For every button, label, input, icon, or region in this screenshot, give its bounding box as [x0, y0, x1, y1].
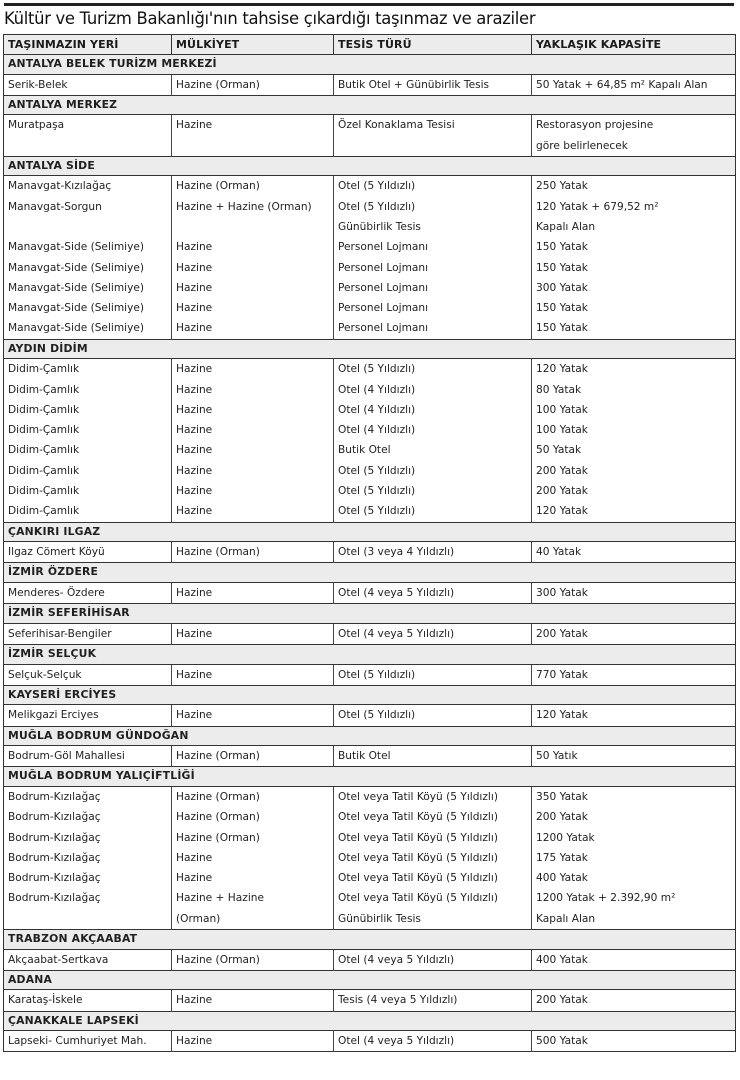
table-row	[4, 237, 736, 257]
document	[3, 3, 735, 1052]
section-title: TRABZON AKÇAABAT	[4, 930, 736, 950]
cell-ownership: Hazine	[172, 380, 334, 400]
section-title: MUĞLA BODRUM YALIÇİFTLİĞİ	[4, 767, 736, 787]
cell-ownership: Hazine	[172, 298, 334, 318]
cell-location: Bodrum-Göl Mahallesi	[8, 750, 125, 763]
table-row	[4, 501, 736, 522]
table-row	[4, 664, 736, 685]
cell-location: Bodrum-Kızılağaç	[8, 872, 101, 885]
cell-capacity: 350 Yatak	[532, 786, 736, 807]
cell-capacity: 200 Yatak	[532, 461, 736, 481]
section-row	[4, 156, 736, 176]
section-row	[4, 685, 736, 705]
cell-capacity: 400 Yatak	[532, 949, 736, 970]
cell-location: Ilgaz Cömert Köyü	[8, 546, 105, 559]
cell-capacity: 50 Yatak + 64,85 m² Kapalı Alan	[532, 74, 736, 95]
cell-ownership: Hazine	[172, 990, 334, 1011]
cell-facility-type: Otel (4 Yıldızlı)	[334, 400, 532, 420]
cell-facility-type: Personel Lojmanı	[334, 278, 532, 298]
cell-ownership: Hazine (Orman)	[172, 746, 334, 767]
cell-capacity: 100 Yatak	[532, 420, 736, 440]
cell-facility-type: Otel (3 veya 4 Yıldızlı)	[334, 542, 532, 563]
cell-capacity: 50 Yatık	[532, 746, 736, 767]
cell-location: Didim-Çamlık	[8, 444, 80, 457]
table-header	[4, 35, 736, 55]
table-row	[4, 623, 736, 644]
cell-facility-type: Otel (5 Yıldızlı)	[334, 461, 532, 481]
cell-ownership: Hazine	[172, 359, 334, 380]
section-row	[4, 1011, 736, 1031]
table-row	[4, 828, 736, 848]
header-row	[4, 35, 736, 55]
cell-ownership: Hazine	[172, 481, 334, 501]
table-row	[4, 888, 736, 929]
table-row	[4, 1031, 736, 1052]
cell-capacity: 120 Yatak	[532, 359, 736, 380]
cell-capacity: 50 Yatak	[532, 440, 736, 460]
table-row	[4, 359, 736, 380]
cell-facility-type: Otel (5 Yıldızlı)	[334, 481, 532, 501]
section-title: ADANA	[4, 970, 736, 990]
table-row	[4, 318, 736, 339]
section-title: İZMİR ÖZDERE	[4, 563, 736, 583]
cell-capacity: 175 Yatak	[532, 848, 736, 868]
cell-location: Didim-Çamlık	[8, 403, 80, 416]
section-row	[4, 970, 736, 990]
table-row	[4, 949, 736, 970]
cell-location: Didim-Çamlık	[8, 505, 80, 518]
section-title: ANTALYA BELEK TURİZM MERKEZİ	[4, 55, 736, 75]
section-row	[4, 604, 736, 624]
cell-capacity: 300 Yatak	[532, 278, 736, 298]
cell-location: Manavgat-Side (Selimiye)	[8, 302, 145, 315]
section-row	[4, 930, 736, 950]
cell-facility-type: Otel veya Tatil Köyü (5 Yıldızlı)	[334, 828, 532, 848]
cell-location: Seferihisar-Bengiler	[8, 627, 112, 640]
cell-facility-type: Otel (5 Yıldızlı) Günübirlik Tesis	[334, 197, 532, 238]
table-row	[4, 176, 736, 197]
cell-facility-type: Tesis (4 veya 5 Yıldızlı)	[334, 990, 532, 1011]
cell-capacity: 150 Yatak	[532, 237, 736, 257]
cell-ownership: Hazine	[172, 461, 334, 481]
cell-capacity: 500 Yatak	[532, 1031, 736, 1052]
cell-location: Manavgat-Side (Selimiye)	[8, 261, 145, 274]
cell-location: Didim-Çamlık	[8, 383, 80, 396]
cell-ownership: Hazine	[172, 705, 334, 726]
cell-location: Selçuk-Selçuk	[8, 668, 82, 681]
cell-facility-type: Personel Lojmanı	[334, 298, 532, 318]
table-row	[4, 400, 736, 420]
cell-ownership: Hazine (Orman)	[172, 542, 334, 563]
table-row	[4, 298, 736, 318]
cell-facility-type: Butik Otel + Günübirlik Tesis	[334, 74, 532, 95]
cell-location: Manavgat-Kızılağaç	[8, 180, 112, 193]
cell-ownership: Hazine	[172, 420, 334, 440]
cell-location: Menderes- Özdere	[8, 586, 105, 599]
cell-capacity: 300 Yatak	[532, 582, 736, 603]
section-row	[4, 95, 736, 115]
cell-location: Didim-Çamlık	[8, 424, 80, 437]
cell-facility-type: Butik Otel	[334, 746, 532, 767]
cell-facility-type: Otel (4 Yıldızlı)	[334, 380, 532, 400]
cell-facility-type: Otel veya Tatil Köyü (5 Yıldızlı)	[334, 848, 532, 868]
table-row	[4, 542, 736, 563]
section-row	[4, 726, 736, 746]
cell-location: Didim-Çamlık	[8, 464, 80, 477]
cell-facility-type: Otel (4 veya 5 Yıldızlı)	[334, 582, 532, 603]
cell-capacity: 200 Yatak	[532, 623, 736, 644]
cell-ownership: Hazine	[172, 278, 334, 298]
cell-facility-type: Otel veya Tatil Köyü (5 Yıldızlı)	[334, 807, 532, 827]
cell-facility-type: Otel (5 Yıldızlı)	[334, 705, 532, 726]
table-row	[4, 115, 736, 157]
section-title: MUĞLA BODRUM GÜNDOĞAN	[4, 726, 736, 746]
cell-capacity: 120 Yatak	[532, 501, 736, 522]
header-location: TAŞINMAZIN YERİ	[4, 35, 172, 55]
cell-capacity: 120 Yatak + 679,52 m² Kapalı Alan	[532, 197, 736, 238]
header-facility-type: TESİS TÜRÜ	[334, 35, 532, 55]
table-row	[4, 848, 736, 868]
cell-ownership: Hazine	[172, 582, 334, 603]
cell-capacity: 150 Yatak	[532, 258, 736, 278]
cell-facility-type: Otel veya Tatil Köyü (5 Yıldızlı)	[334, 786, 532, 807]
header-ownership: MÜLKİYET	[172, 35, 334, 55]
section-title: İZMİR SEFERİHİSAR	[4, 604, 736, 624]
section-row	[4, 522, 736, 542]
table-row	[4, 786, 736, 807]
cell-capacity: 1200 Yatak + 2.392,90 m² Kapalı Alan	[532, 888, 736, 929]
table-body	[4, 55, 736, 1052]
table-row	[4, 258, 736, 278]
cell-location: Didim-Çamlık	[8, 363, 80, 376]
cell-capacity: 120 Yatak	[532, 705, 736, 726]
cell-ownership: Hazine	[172, 501, 334, 522]
cell-capacity: 150 Yatak	[532, 298, 736, 318]
cell-ownership: Hazine (Orman)	[172, 74, 334, 95]
section-title: ÇANAKKALE LAPSEKİ	[4, 1011, 736, 1031]
table-row	[4, 197, 736, 238]
table-row	[4, 481, 736, 501]
cell-ownership: Hazine (Orman)	[172, 949, 334, 970]
cell-ownership: Hazine	[172, 115, 334, 157]
section-title: ANTALYA MERKEZ	[4, 95, 736, 115]
cell-ownership: Hazine (Orman)	[172, 786, 334, 807]
section-row	[4, 563, 736, 583]
table-row	[4, 582, 736, 603]
cell-ownership: Hazine	[172, 623, 334, 644]
cell-capacity: 200 Yatak	[532, 990, 736, 1011]
cell-location: Karataş-İskele	[8, 994, 83, 1007]
cell-facility-type: Butik Otel	[334, 440, 532, 460]
cell-ownership: Hazine	[172, 440, 334, 460]
section-title: KAYSERİ ERCİYES	[4, 685, 736, 705]
section-title: AYDIN DİDİM	[4, 339, 736, 359]
cell-facility-type: Otel (4 veya 5 Yıldızlı)	[334, 623, 532, 644]
cell-location: Muratpaşa	[8, 119, 65, 132]
cell-facility-type: Otel (5 Yıldızlı)	[334, 359, 532, 380]
cell-facility-type: Otel veya Tatil Köyü (5 Yıldızlı)	[334, 868, 532, 888]
cell-capacity: 1200 Yatak	[532, 828, 736, 848]
property-table	[3, 34, 736, 1052]
cell-ownership: Hazine (Orman)	[172, 807, 334, 827]
cell-capacity: 200 Yatak	[532, 481, 736, 501]
table-row	[4, 461, 736, 481]
cell-facility-type: Otel (5 Yıldızlı)	[334, 664, 532, 685]
table-row	[4, 440, 736, 460]
header-capacity: YAKLAŞIK KAPASİTE	[532, 35, 736, 55]
cell-facility-type: Otel veya Tatil Köyü (5 Yıldızlı) Günübirlik Tesis	[334, 888, 532, 929]
cell-location: Bodrum-Kızılağaç	[8, 892, 101, 905]
cell-capacity: 250 Yatak	[532, 176, 736, 197]
cell-facility-type: Otel (4 veya 5 Yıldızlı)	[334, 949, 532, 970]
cell-capacity: 100 Yatak	[532, 400, 736, 420]
cell-facility-type: Personel Lojmanı	[334, 318, 532, 339]
cell-capacity: 80 Yatak	[532, 380, 736, 400]
cell-facility-type: Personel Lojmanı	[334, 237, 532, 257]
cell-location: Manavgat-Side (Selimiye)	[8, 281, 145, 294]
cell-facility-type: Otel (5 Yıldızlı)	[334, 501, 532, 522]
cell-ownership: Hazine	[172, 664, 334, 685]
cell-facility-type: Otel (5 Yıldızlı)	[334, 176, 532, 197]
cell-ownership: Hazine	[172, 400, 334, 420]
cell-capacity: 200 Yatak	[532, 807, 736, 827]
table-row	[4, 278, 736, 298]
cell-location: Melikgazi Erciyes	[8, 709, 99, 722]
cell-capacity: 40 Yatak	[532, 542, 736, 563]
cell-ownership: Hazine	[172, 848, 334, 868]
cell-location: Didim-Çamlık	[8, 485, 80, 498]
table-row	[4, 990, 736, 1011]
cell-location: Lapseki- Cumhuriyet Mah.	[8, 1035, 147, 1048]
cell-ownership: Hazine	[172, 237, 334, 257]
table-row	[4, 74, 736, 95]
cell-location: Serik-Belek	[8, 78, 68, 91]
cell-ownership: Hazine + Hazine (Orman)	[172, 888, 334, 929]
cell-ownership: Hazine + Hazine (Orman)	[172, 197, 334, 238]
section-row	[4, 339, 736, 359]
cell-ownership: Hazine	[172, 318, 334, 339]
cell-location: Manavgat-Side (Selimiye)	[8, 322, 145, 335]
table-row	[4, 746, 736, 767]
cell-capacity: 770 Yatak	[532, 664, 736, 685]
cell-location: Manavgat-Sorgun	[8, 200, 102, 213]
cell-location: Bodrum-Kızılağaç	[8, 790, 101, 803]
cell-location: Bodrum-Kızılağaç	[8, 831, 101, 844]
cell-capacity: 150 Yatak	[532, 318, 736, 339]
cell-location: Manavgat-Side (Selimiye)	[8, 241, 145, 254]
section-title: ANTALYA SİDE	[4, 156, 736, 176]
table-row	[4, 705, 736, 726]
cell-location: Bodrum-Kızılağaç	[8, 851, 101, 864]
cell-ownership: Hazine (Orman)	[172, 828, 334, 848]
cell-facility-type: Personel Lojmanı	[334, 258, 532, 278]
cell-ownership: Hazine	[172, 868, 334, 888]
cell-location: Bodrum-Kızılağaç	[8, 811, 101, 824]
section-title: İZMİR SELÇUK	[4, 645, 736, 665]
page-title: Kültür ve Turizm Bakanlığı'nın tahsise çıkardığı taşınmaz ve araziler	[4, 9, 536, 28]
table-row	[4, 420, 736, 440]
section-row	[4, 767, 736, 787]
section-title: ÇANKIRI ILGAZ	[4, 522, 736, 542]
cell-ownership: Hazine	[172, 258, 334, 278]
cell-capacity: 400 Yatak	[532, 868, 736, 888]
cell-facility-type: Özel Konaklama Tesisi	[334, 115, 532, 157]
table-row	[4, 807, 736, 827]
table-row	[4, 380, 736, 400]
table-row	[4, 868, 736, 888]
cell-facility-type: Otel (4 veya 5 Yıldızlı)	[334, 1031, 532, 1052]
section-row	[4, 55, 736, 75]
cell-facility-type: Otel (4 Yıldızlı)	[334, 420, 532, 440]
cell-location: Akçaabat-Sertkava	[8, 953, 109, 966]
cell-ownership: Hazine	[172, 1031, 334, 1052]
cell-capacity: Restorasyon projesine göre belirlenecek	[532, 115, 736, 157]
section-row	[4, 645, 736, 665]
cell-ownership: Hazine (Orman)	[172, 176, 334, 197]
